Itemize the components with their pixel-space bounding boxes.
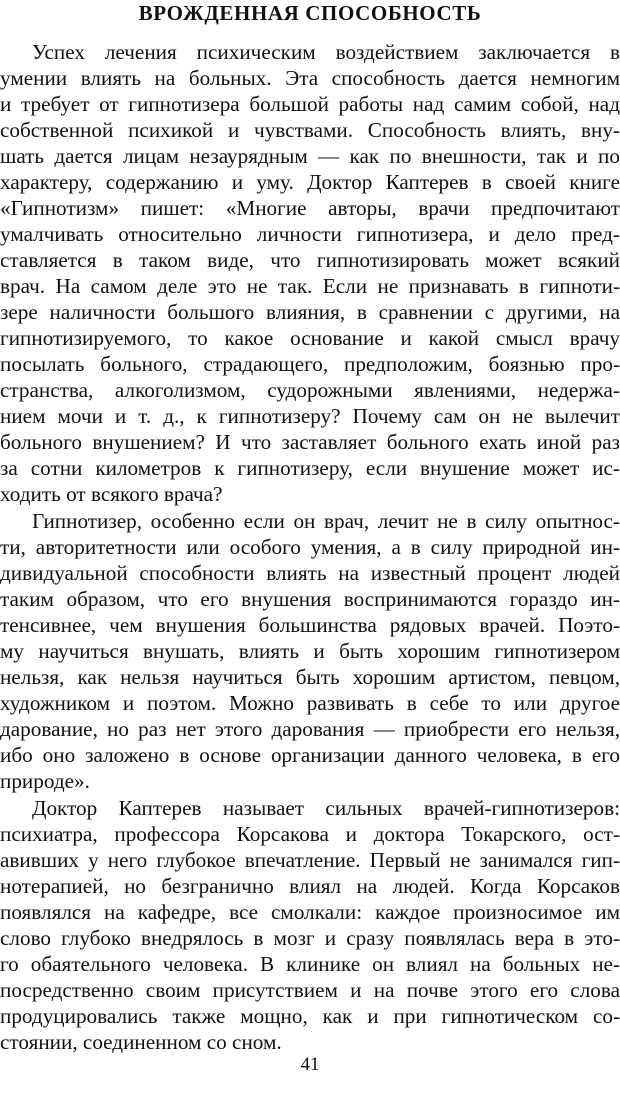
text-line: ти, авторитетности или особого умения, а в силу природной ин- <box>0 535 620 559</box>
text-line: дивидуальной способности влиять на известный процент людей <box>0 561 620 585</box>
text-line: тенсивнее, чем внушения большинства рядовых врачей. Поэто- <box>0 613 620 637</box>
text-line: умении влиять на больных. Эта способность дается немногим <box>0 66 620 90</box>
text-line: умалчивать относительно личности гипнотизера, и дело пред- <box>0 222 620 246</box>
text-line: посылать больного, страдающего, предположим, боязнью про- <box>0 352 620 376</box>
text-line: Гипнотизер, особенно если он врач, лечит не в силу опытнос- <box>32 509 620 533</box>
text-line: слово глубоко внедрялось в мозг и сразу появлялась вера в это- <box>0 926 620 950</box>
text-line: гипнотизируемого, то какое основание и какой смысл врачу <box>0 326 620 350</box>
text-line: врач. На самом деле это не так. Если не признавать в гипноти- <box>0 274 620 298</box>
text-line: характеру, содержанию и уму. Доктор Каптерев в своей книге <box>0 170 620 194</box>
text-line: природе». <box>0 769 90 793</box>
text-line: стоянии, соединенном со сном. <box>0 1030 282 1054</box>
text-line: Успех лечения психическим воздействием заключается в <box>32 40 620 64</box>
text-line: го обаятельного человека. В клинике он влиял на больных не- <box>0 952 620 976</box>
text-line: продуцировались также мощно, как и при гипнотическом со- <box>0 1004 620 1028</box>
text-line: ибо оно заложено в основе организации данного человека, в его <box>0 743 620 767</box>
text-line: нотерапией, но безгранично влиял на людей. Когда Корсаков <box>0 874 620 898</box>
text-line: ставляется в таком виде, что гипнотизировать может всякий <box>0 248 620 272</box>
page-number: 41 <box>300 1054 320 1075</box>
text-line: и требует от гипнотизера большой работы над самим собой, над <box>0 92 620 116</box>
text-line: «Гипнотизм» пишет: «Многие авторы, врачи предпочитают <box>0 196 620 220</box>
text-line: дарование, но раз нет этого дарования — приобрести его нельзя, <box>0 717 620 741</box>
text-line: авивших у него глубокое впечатление. Первый не занимался гип- <box>0 848 620 872</box>
text-line: таким образом, что его внушения воспринимаются гораздо ин- <box>0 587 620 611</box>
text-line: собственной психикой и чувствами. Способность влиять, вну- <box>0 118 620 142</box>
text-line: му научиться внушать, влиять и быть хорошим гипнотизером <box>0 639 620 663</box>
chapter-heading: ВРОЖДЕННАЯ СПОСОБНОСТЬ <box>138 1 482 25</box>
text-line: Доктор Каптерев называет сильных врачей-гипнотизеров: <box>32 796 620 820</box>
text-line: художником и поэтом. Можно развивать в себе то или другое <box>0 691 620 715</box>
text-line: за сотни километров к гипнотизеру, если внушение может ис- <box>0 456 620 480</box>
text-line: нельзя, как нельзя научиться быть хорошим артистом, певцом, <box>0 665 620 689</box>
text-line: появлялся на кафедре, все смолкали: каждое произносимое им <box>0 900 620 924</box>
text-line: странства, алкоголизмом, судорожными явлениями, недержа- <box>0 378 620 402</box>
text-line: нием мочи и т. д., к гипнотизеру? Почему сам он не вылечит <box>0 404 620 428</box>
text-line: ходить от всякого врача? <box>0 482 223 506</box>
text-line: зере наличности большого влияния, в сравнении с другими, на <box>0 300 620 324</box>
text-line: шать дается лицам незаурядным — как по внешности, так и по <box>0 144 620 168</box>
text-line: больного внушением? И что заставляет больного ехать иной раз <box>0 430 620 454</box>
text-line: психиатра, профессора Корсакова и доктора Токарского, ост- <box>0 822 620 846</box>
text-line: посредственно своим присутствием и на почве этого его слова <box>0 978 620 1002</box>
